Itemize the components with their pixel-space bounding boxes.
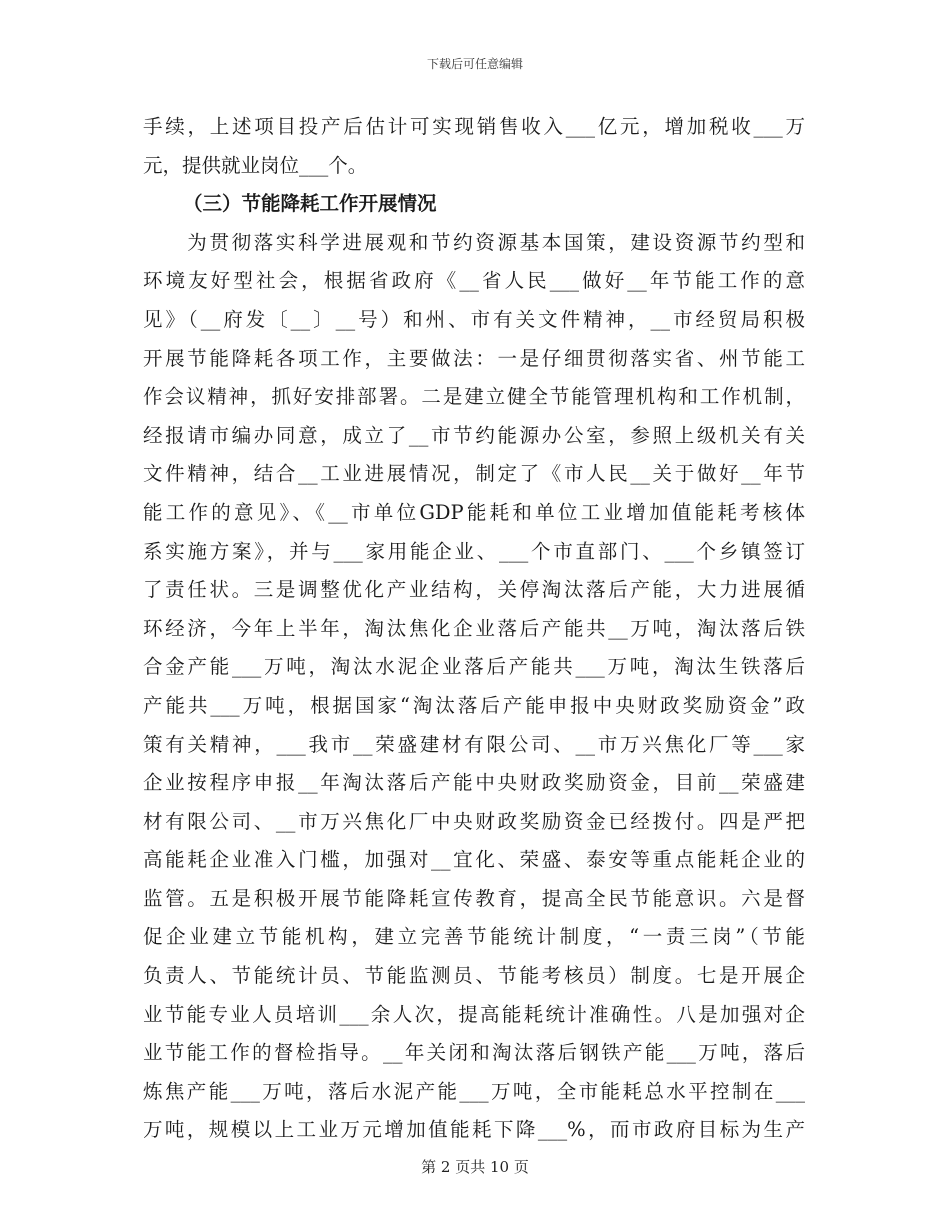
page-footer: 第 2 页共 10 页 bbox=[421, 1158, 529, 1176]
body-line: 万吨，规模以上工业万元增加值能耗下降___%，而市政府目标为生产 bbox=[143, 1118, 805, 1142]
body-line: 开展节能降耗各项工作，主要做法：一是仔细贯彻落实省、州节能工 bbox=[143, 346, 805, 370]
document-body bbox=[143, 108, 805, 1150]
body-line: 负责人、节能统计员、节能监测员、节能考核员）制度。七是开展企 bbox=[143, 964, 805, 988]
body-line: 策有关精神，___我市__荣盛建材有限公司、__市万兴焦化厂等___家 bbox=[143, 732, 805, 756]
body-line: 企业按程序申报__年淘汰落后产能中央财政奖励资金，目前__荣盛建 bbox=[143, 771, 805, 795]
body-line: 产能共___万吨，根据国家“淘汰落后产能申报中央财政奖励资金”政 bbox=[143, 693, 805, 717]
body-line: 监管。五是积极开展节能降耗宣传教育，提高全民节能意识。六是督 bbox=[143, 886, 805, 910]
body-line: 业节能工作的督检指导。__年关闭和淘汰落后钢铁产能___万吨，落后 bbox=[143, 1041, 805, 1065]
page-header: 下载后可任意编辑 bbox=[426, 57, 523, 71]
body-line: 环境友好型社会，根据省政府《__省人民___做好__年节能工作的意 bbox=[143, 269, 805, 293]
body-line: 环经济，今年上半年，淘汰焦化企业落后产能共__万吨，淘汰落后铁 bbox=[143, 616, 805, 640]
body-line: 炼焦产能___万吨，落后水泥产能___万吨，全市能耗总水平控制在___ bbox=[143, 1079, 805, 1103]
body-line: 材有限公司、__市万兴焦化厂中央财政奖励资金已经拨付。四是严把 bbox=[143, 809, 805, 833]
body-line: 高能耗企业准入门槛，加强对__宜化、荣盛、泰安等重点能耗企业的 bbox=[143, 848, 805, 872]
body-line: 系实施方案》，并与___家用能企业、___个市直部门、___个乡镇签订 bbox=[143, 539, 805, 563]
body-line: 作会议精神，抓好安排部署。二是建立健全节能管理机构和工作机制， bbox=[143, 385, 805, 409]
body-line: 手续，上述项目投产后估计可实现销售收入___亿元，增加税收___万 bbox=[143, 115, 805, 138]
body-line: 促企业建立节能机构，建立完善节能统计制度，“一责三岗”（节能 bbox=[143, 925, 805, 949]
body-line: 见》（__府发〔__〕__号）和州、市有关文件精神，__市经贸局积极 bbox=[143, 307, 805, 331]
section-heading: （三）节能降耗工作开展情况 bbox=[183, 192, 437, 216]
body-line: 经报请市编办同意，成立了__市节约能源办公室，参照上级机关有关 bbox=[143, 423, 805, 447]
body-line: 合金产能___万吨，淘汰水泥企业落后产能共___万吨，淘汰生铁落后 bbox=[143, 655, 805, 679]
body-line: 业节能专业人员培训___余人次，提高能耗统计准确性。八是加强对企 bbox=[143, 1002, 805, 1026]
body-line: 元，提供就业岗位___个。 bbox=[143, 153, 368, 177]
body-line: 为贯彻落实科学进展观和节约资源基本国策，建设资源节约型和 bbox=[143, 230, 805, 254]
body-line: 文件精神，结合__工业进展情况，制定了《市人民__关于做好__年节 bbox=[143, 462, 805, 486]
body-line: 能工作的意见》、《__市单位GDP能耗和单位工业增加值能耗考核体 bbox=[143, 500, 805, 524]
body-line: 了责任状。三是调整优化产业结构，关停淘汰落后产能，大力进展循 bbox=[143, 578, 805, 602]
